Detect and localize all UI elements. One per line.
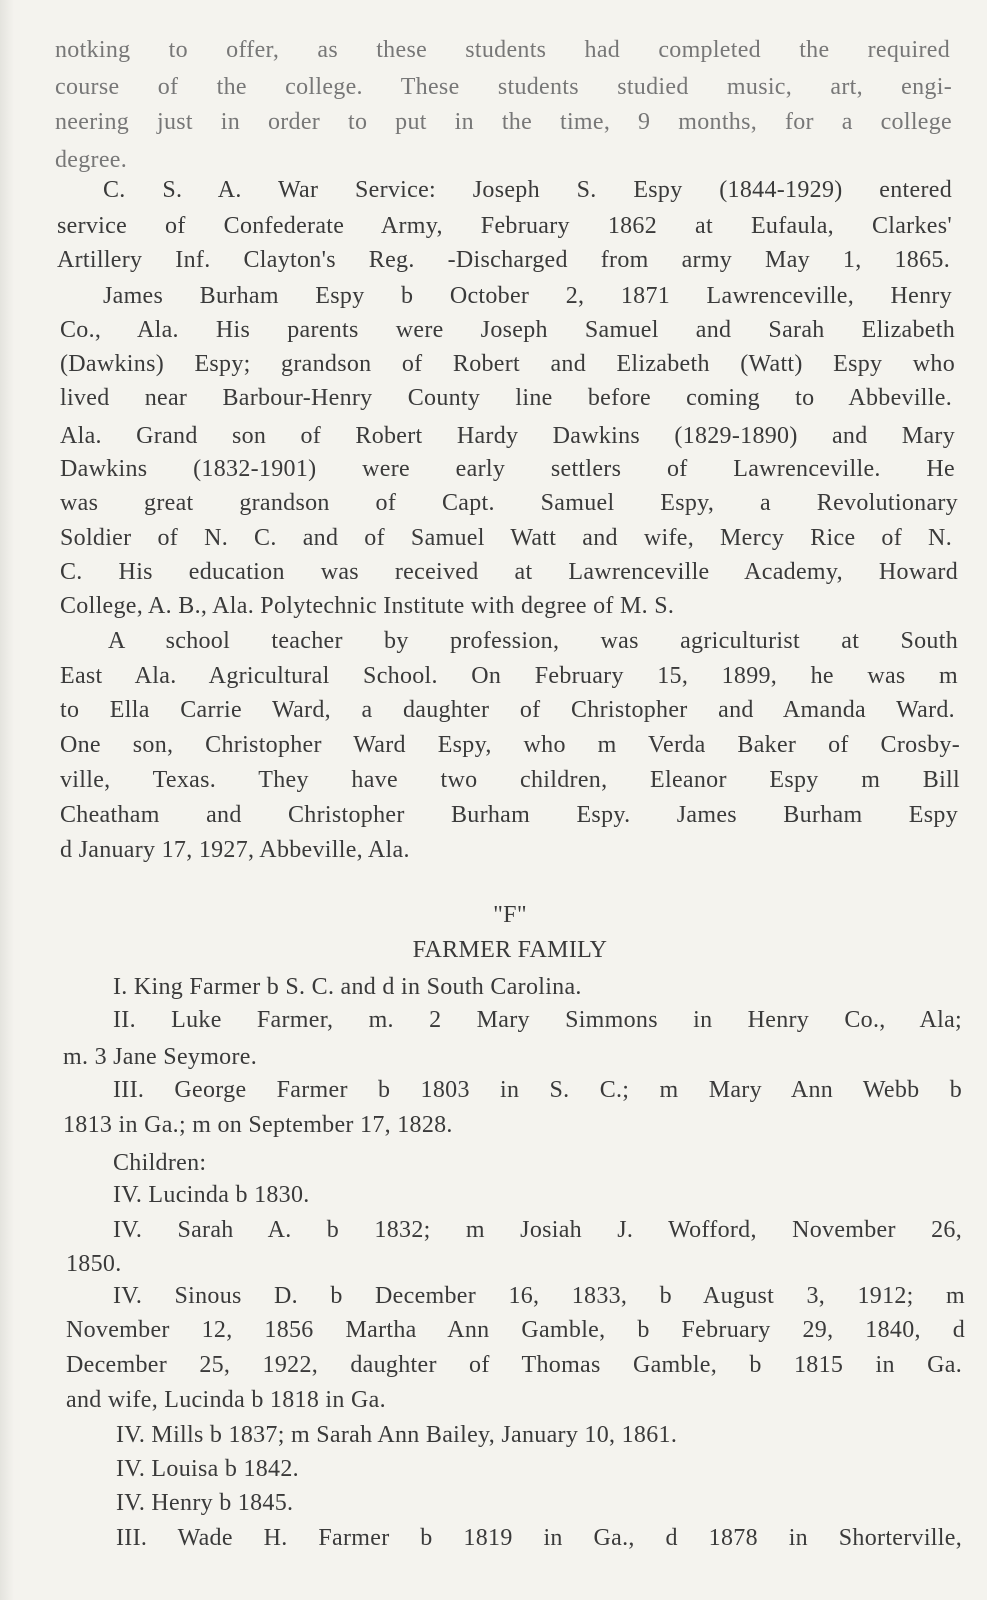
text-line: IV. Henry b 1845.	[116, 1490, 294, 1516]
text-line: service of Confederate Army, February 1862 at Eufaula, Clarkes'	[57, 213, 952, 239]
text-line: James Burham Espy b October 2, 1871 Lawrenceville, Henry	[103, 283, 952, 309]
text-line: (Dawkins) Espy; grandson of Robert and Elizabeth (Watt) Espy who	[60, 351, 955, 377]
text-line: course of the college. These students studied music, art, engi-	[55, 74, 952, 100]
section-heading: FARMER FAMILY	[412, 937, 608, 963]
text-line: neering just in order to put in the time, 9 months, for a college	[55, 109, 952, 135]
text-line: C. His education was received at Lawrenceville Academy, Howard	[60, 559, 958, 585]
text-line: degree.	[55, 147, 128, 173]
text-line: to Ella Carrie Ward, a daughter of Christopher and Amanda Ward.	[60, 697, 955, 723]
text-line: IV. Sarah A. b 1832; m Josiah J. Wofford, November 26,	[113, 1217, 962, 1243]
text-line: lived near Barbour-Henry County line before coming to Abbeville.	[60, 385, 952, 411]
text-line: Artillery Inf. Clayton's Reg. -Discharged from army May 1, 1865.	[57, 247, 950, 273]
section-letter: "F"	[493, 902, 527, 928]
text-line: C. S. A. War Service: Joseph S. Espy (1844-1929) entered	[103, 177, 952, 203]
text-line: III. George Farmer b 1803 in S. C.; m Mary Ann Webb b	[113, 1077, 962, 1103]
text-line: November 12, 1856 Martha Ann Gamble, b February 29, 1840, d	[66, 1317, 965, 1343]
text-line: A school teacher by profession, was agriculturist at South	[108, 628, 958, 654]
text-line: was great grandson of Capt. Samuel Espy, a Revolutionary	[60, 490, 958, 516]
text-line: Dawkins (1832-1901) were early settlers of Lawrenceville. He	[60, 456, 955, 482]
text-line: Co., Ala. His parents were Joseph Samuel and Sarah Elizabeth	[60, 317, 955, 343]
text-line: d January 17, 1927, Abbeville, Ala.	[60, 837, 410, 863]
text-line: and wife, Lucinda b 1818 in Ga.	[66, 1387, 386, 1413]
text-line: 1813 in Ga.; m on September 17, 1828.	[63, 1112, 453, 1138]
text-line: One son, Christopher Ward Espy, who m Verda Baker of Crosby-	[60, 732, 960, 758]
text-line: IV. Sinous D. b December 16, 1833, b August 3, 1912; m	[113, 1283, 965, 1309]
text-line: m. 3 Jane Seymore.	[63, 1044, 258, 1070]
text-line: East Ala. Agricultural School. On February 15, 1899, he was m	[60, 663, 958, 689]
text-line: ville, Texas. They have two children, Eleanor Espy m Bill	[60, 767, 960, 793]
text-line: College, A. B., Ala. Polytechnic Institute with degree of M. S.	[60, 593, 675, 619]
text-line: 1850.	[66, 1251, 122, 1277]
scan-edge	[0, 0, 14, 1600]
text-line: III. Wade H. Farmer b 1819 in Ga., d 1878 in Shorterville,	[116, 1525, 962, 1551]
text-line: Soldier of N. C. and of Samuel Watt and wife, Mercy Rice of N.	[60, 525, 952, 551]
text-line: Children:	[113, 1150, 207, 1176]
text-line: II. Luke Farmer, m. 2 Mary Simmons in Henry Co., Ala;	[113, 1007, 962, 1033]
text-line: December 25, 1922, daughter of Thomas Gamble, b 1815 in Ga.	[66, 1352, 962, 1378]
text-line: I. King Farmer b S. C. and d in South Carolina.	[113, 974, 582, 1000]
text-line: IV. Lucinda b 1830.	[113, 1182, 310, 1208]
text-line: IV. Louisa b 1842.	[116, 1456, 299, 1482]
text-line: notking to offer, as these students had completed the required	[55, 37, 950, 63]
text-line: Cheatham and Christopher Burham Espy. James Burham Espy	[60, 802, 958, 828]
text-line: IV. Mills b 1837; m Sarah Ann Bailey, January 10, 1861.	[116, 1422, 678, 1448]
text-line: Ala. Grand son of Robert Hardy Dawkins (1829-1890) and Mary	[60, 423, 955, 449]
